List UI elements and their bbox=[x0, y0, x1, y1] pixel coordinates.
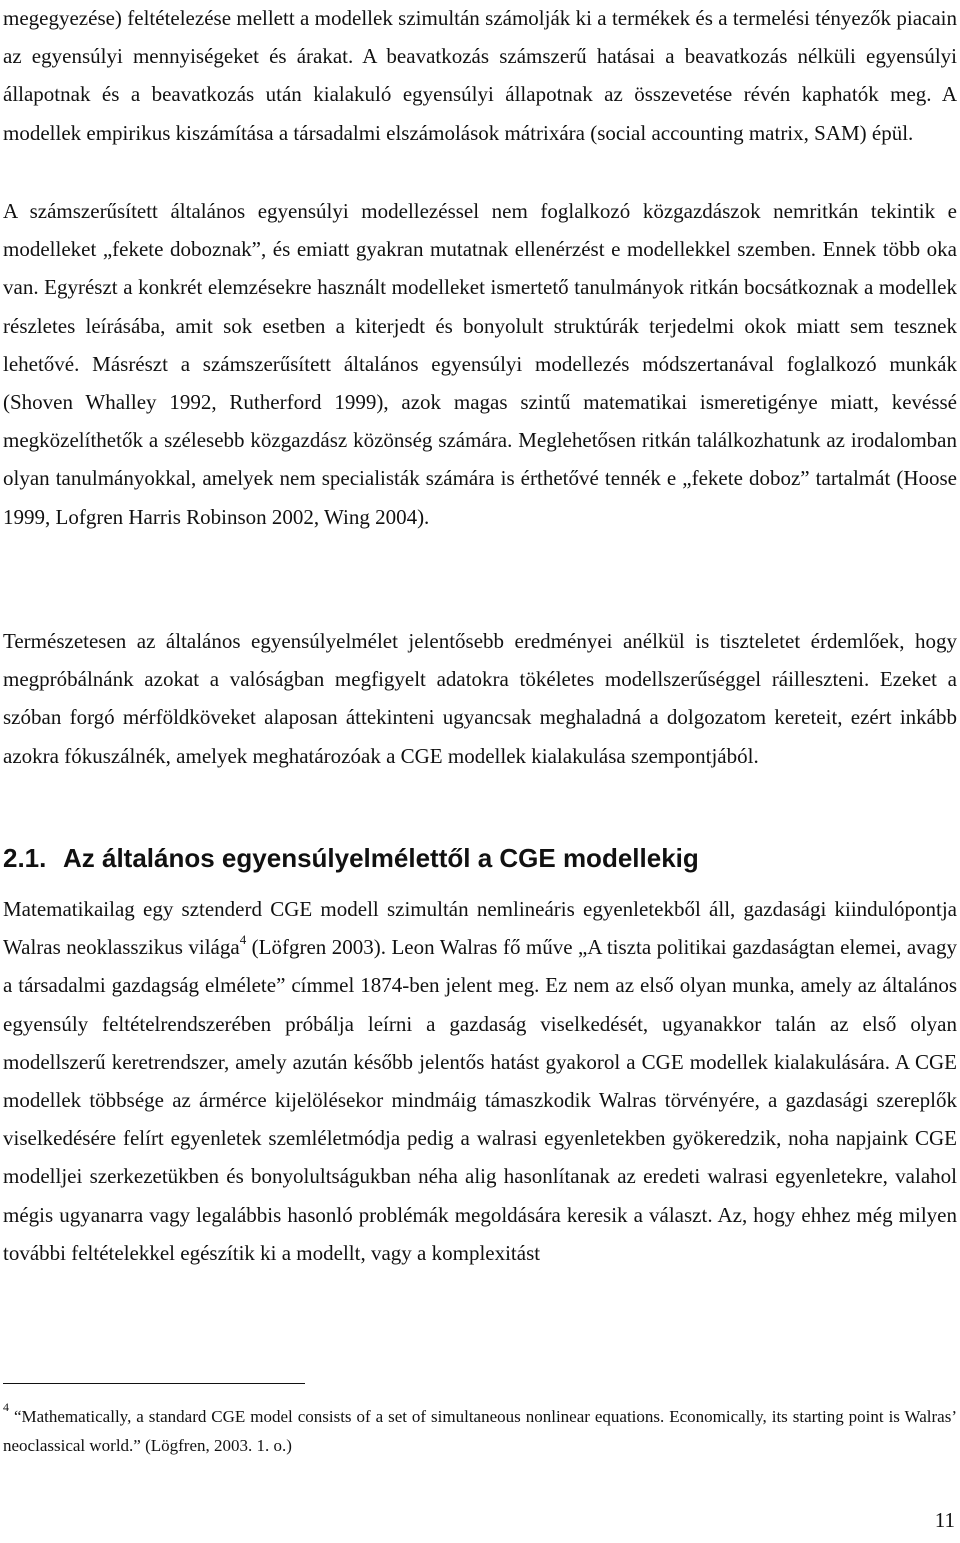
paragraph-4-text-before-note: Matematikailag egy sztenderd CGE modell szimultán nemlineáris egyenletekből áll, gazdasági kiindulópontja Walras neoklasszikus világa bbox=[3, 897, 957, 960]
paragraph-4-text-after-note: (Löfgren 2003). Leon Walras fő műve „A tiszta politikai gazdaságtan elemei, avagy a társadalmi gazdagság elmélete” címmel 1874-ben jelent meg. Ez nem az első olyan munka, amely az általános egyensúly feltételrendszerében próbálja leírni a gazdaság viselkedését, ugyanakkor talán az első olyan modellszerű keretrendszer, amely azután később jelentős hatást gyakorol a CGE modellek kialakulására. A CGE modellek többsége az ármérce kijelölésekor mindmáig támaszkodik Walras törvényére, a gazdasági szereplők viselkedésére felírt egyenletek szemléletmódja pedig a walrasi egyenletekben gyökeredzik, noha napjaink CGE modelljei szerkezetükben és bonyolultságukban néha alig hasonlítanak az eredeti walrasi egyenletekre, valahol mégis ugyanarra vagy legalábbis hasonló problémák megoldására keresik a választ. Az, hogy ehhez még milyen további feltételekkel egészítik ki a modellt, vagy a komplexitást bbox=[3, 935, 957, 1265]
paragraph-3: Természetesen az általános egyensúlyelmélet jelentősebb eredményei anélkül is tiszteletet érdemlőek, hogy megpróbálnánk azokat a valóságban megfigyelt adatokra tökéletes modellszerűséggel ráilleszteni. Ezeket a szóban forgó mérföldköveket alaposan áttekinteni ugyancsak meghaladná a dolgozatom kereteit, ezért inkább azokra fókuszálnék, amelyek meghatározóak a CGE modellek kialakulása szempontjából. bbox=[3, 629, 957, 768]
paragraph-1: megegyezése) feltételezése mellett a modellek szimultán számolják ki a termékek és a termelési tényezők piacain az egyensúlyi mennyiségeket és árakat. A beavatkozás számszerű hatásai a beavatkozás nélküli egyensúlyi állapotnak és a beavatkozás után kialakuló egyensúlyi állapotnak az összevetése révén kaphatók meg. A modellek empirikus kiszámítása a társadalmi elszámolások mátrixára (social accounting matrix, SAM) épül. bbox=[3, 6, 957, 145]
paragraph-4 bbox=[3, 890, 957, 1272]
paragraph-2: A számszerűsített általános egyensúlyi modellezéssel nem foglalkozó közgazdászok nemritkán tekintik e modelleket „fekete doboznak”, és emiatt gyakran mutatnak ellenérzést e modellekkel szemben. Ennek több oka van. Egyrészt a konkrét elemzésekre használt modelleket ismertető tanulmányok ritkán bocsátkoznak a modellek részletes leírásába, amit sok esetben a kiterjedt és bonyolult struktúrák terjedelmi okok miatt sem tesznek lehetővé. Másrészt a számszerűsített általános egyensúlyi modellezés módszertanával foglalkozó munkák (Shoven Whalley 1992, Rutherford 1999), azok magas szintű matematikai ismeretigénye miatt, kevéssé megközelíthetők a szélesebb közgazdász közönség számára. Meglehetősen ritkán találkozhatunk az irodalomban olyan tanulmányokkal, amelyek nem specialisták számára is érthetővé tennék e „fekete doboz” tartalmát (Hoose 1999, Lofgren Harris Robinson 2002, Wing 2004). bbox=[3, 199, 957, 529]
section-heading bbox=[3, 838, 699, 878]
footnote-text: “Mathematically, a standard CGE model consists of a set of simultaneous nonlinear equations. Economically, its starting point is Walras’ neoclassical world.” (Lögfren, 2003. 1. o.) bbox=[3, 1407, 957, 1455]
footnote-marker: 4 bbox=[3, 1400, 9, 1415]
section-title: Az általános egyensúlyelmélettől a CGE modellekig bbox=[63, 843, 699, 873]
footnote-separator bbox=[3, 1383, 305, 1384]
page-number: 11 bbox=[934, 1508, 955, 1532]
footnote bbox=[3, 1402, 957, 1460]
section-number: 2.1. bbox=[3, 843, 47, 873]
footnote-reference: 4 bbox=[239, 932, 247, 948]
